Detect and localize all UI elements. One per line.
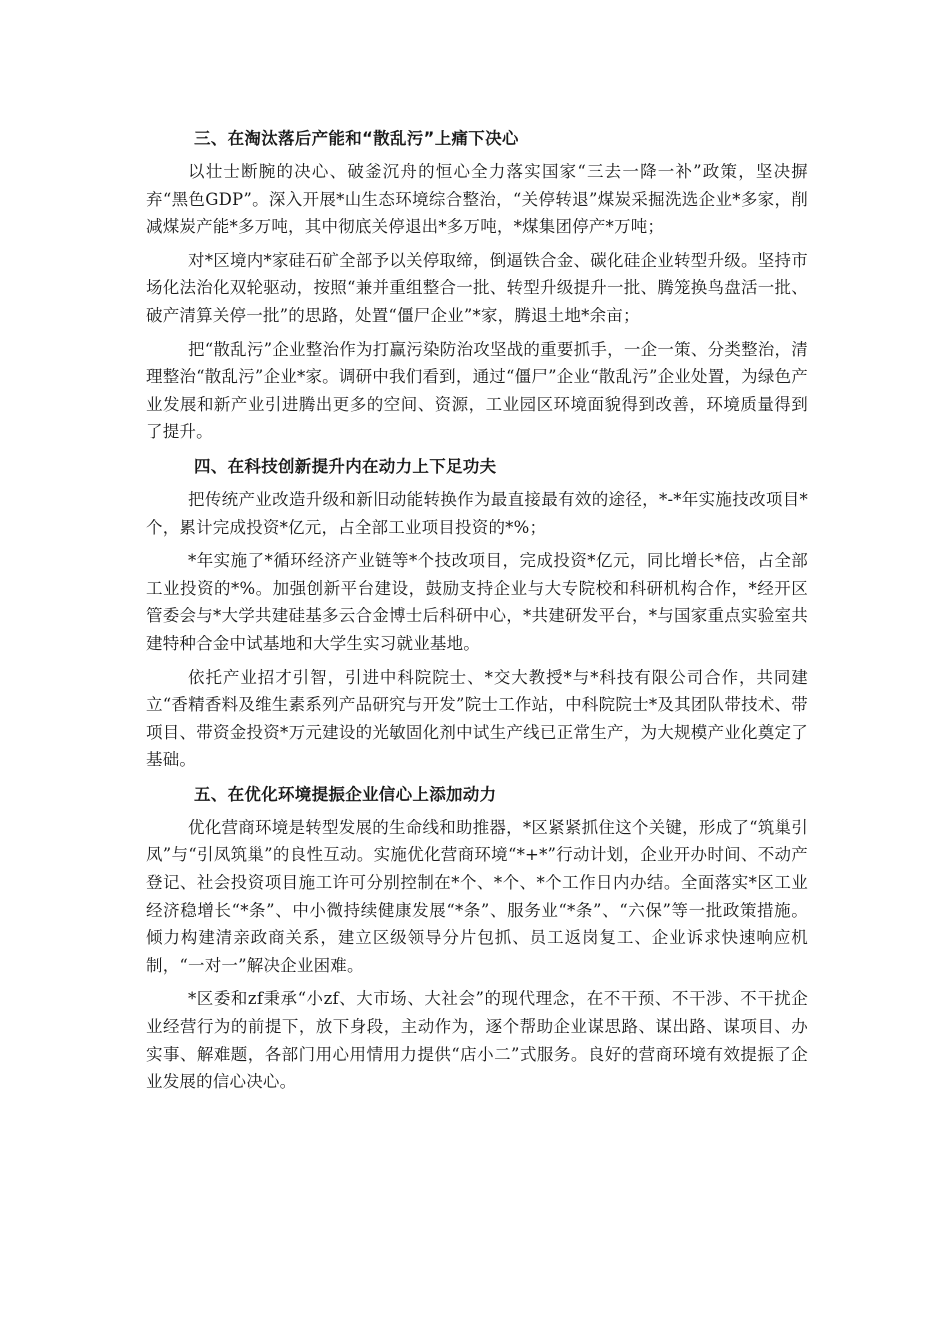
section-five: [146, 780, 808, 1096]
paragraph: 以壮士断腕的决心、破釜沉舟的恒心全力落实国家“三去一降一补”政策，坚决摒弃“黑色GDP”。深入开展*山生态环境综合整治，“关停转退”煤炭采掘洗选企业*多家，削减煤炭产能*多万吨，其中彻底关停退出*多万吨，*煤集团停产*万吨；: [146, 162, 808, 237]
paragraph: *年实施了*循环经济产业链等*个技改项目，完成投资*亿元，同比增长*倍，占全部工业投资的*%。加强创新平台建设，鼓励支持企业与大专院校和科研机构合作，*经开区管委会与*大学共建硅基多云合金博士后科研中心，*共建研发平台，*与国家重点实验室共建特种合金中试基地和大学生实习就业基地。: [146, 551, 808, 653]
document-page: [146, 118, 808, 1102]
section-heading: 五、在优化环境提振企业信心上添加动力: [194, 784, 497, 804]
paragraph: 把传统产业改造升级和新旧动能转换作为最直接最有效的途径，*-*年实施技改项目*个，累计完成投资*亿元，占全部工业项目投资的*%；: [146, 489, 808, 537]
paragraph: 优化营商环境是转型发展的生命线和助推器，*区紧紧抓住这个关键，形成了“筑巢引凤”与“引凤筑巢”的良性互动。实施优化营商环境“*+*”行动计划，企业开办时间、不动产登记、社会投资项目施工许可分别控制在*个、*个、*个工作日内办结。全面落实*区工业经济稳增长“*条”、中小微持续健康发展“*条”、服务业“*条”、“六保”等一批政策措施。倾力构建清亲政商关系，建立区级领导分片包抓、员工返岗复工、企业诉求快速响应机制，“一对一”解决企业困难。: [146, 817, 808, 975]
section-heading: 三、在淘汰落后产能和“散乱污”上痛下决心: [194, 129, 519, 148]
section-four: [146, 452, 808, 774]
section-heading: 四、在科技创新提升内在动力上下足功夫: [194, 456, 497, 476]
paragraph: 把“散乱污”企业整治作为打赢污染防治攻坚战的重要抓手，一企一策、分类整治，清理整治“散乱污”企业*家。调研中我们看到，通过“僵尸”企业“散乱污”企业处置，为绿色产业发展和新产业引进腾出更多的空间、资源，工业园区环境面貌得到改善，环境质量得到了提升。: [146, 339, 808, 442]
paragraph: 对*区境内*家硅石矿全部予以关停取缔，倒逼铁合金、碳化硅企业转型升级。坚持市场化法治化双轮驱动，按照“兼并重组整合一批、转型升级提升一批、腾笼换鸟盘活一批、破产清算关停一批”的思路，处置“僵尸企业”*家，腾退土地*余亩；: [146, 250, 808, 325]
paragraph: *区委和zf秉承“小zf、大市场、大社会”的现代理念，在不干预、不干涉、不干扰企业经营行为的前提下，放下身段，主动作为，逐个帮助企业谋思路、谋出路、谋项目、办实事、解难题，各部门用心用情用力提供“店小二”式服务。良好的营商环境有效提振了企业发展的信心决心。: [146, 989, 808, 1092]
section-three: [146, 124, 808, 446]
paragraph: 依托产业招才引智，引进中科院院士、*交大教授*与*科技有限公司合作，共同建立“香精香料及维生素系列产品研究与开发”院士工作站，中科院院士*及其团队带技术、带项目、带资金投资*万元建设的光敏固化剂中试生产线已正常生产，为大规模产业化奠定了基础。: [146, 667, 808, 770]
